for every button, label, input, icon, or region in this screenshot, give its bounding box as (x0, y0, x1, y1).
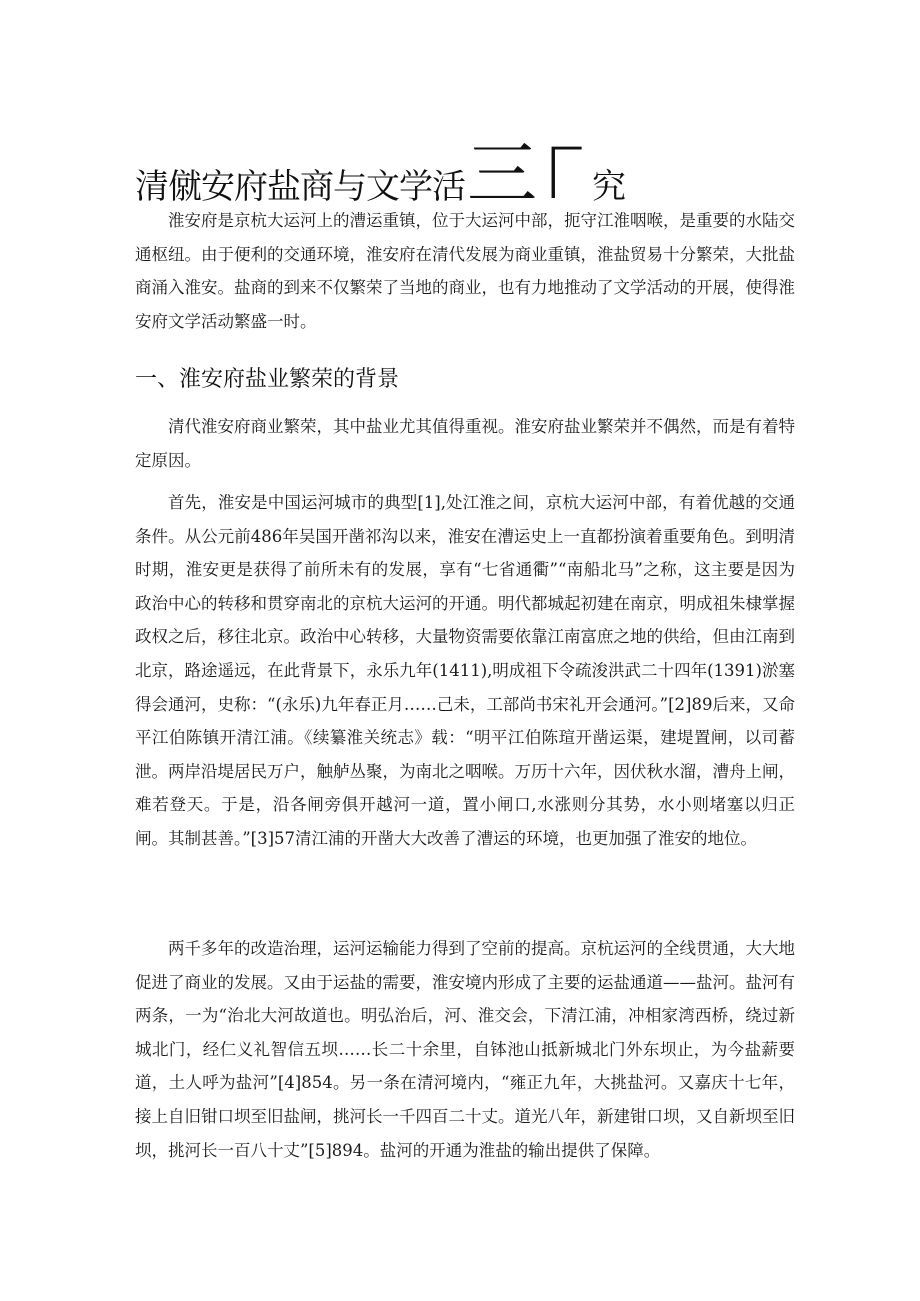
title-part-1: 清僦安府盐商与文学活 (135, 167, 465, 207)
body-paragraph-2: 首先，淮安是中国运河城市的典型[1],处江淮之间，京杭大运河中部，有着优越的交通条件。从公元前486年吴国开凿祁沟以来，淮安在漕运史上一直都扮演着重要角色。到明清时期，淮安更是获得了前所未有的发展，享有“七省通衢”“南船北马”之称，这主要是因为政治中心的转移和贯穿南北的京杭大运河的开通。明代都城起初建在南京，明成祖朱棣掌握政权之后，移往北京。政治中心转移，大量物资需要依靠江南富庶之地的供给，但由江南到北京，路途遥远，在此背景下，永乐九年(1411),明成祖下令疏浚洪武二十四年(1391)淤塞得会通河，史称：“(永乐)九年春正月……己未，工部尚书宋礼开会通河。”[2]89后来，又命平江伯陈镇开清江浦。《续纂淮关统志》载：“明平江伯陈瑄开凿运渠，建堤置闸，以司蓄泄。两岸沿堤居民万户，触舻丛聚，为南北之咽喉。万历十六年，因伏秋水溜，漕舟上闸，难若登天。于是，沿各闸旁俱开越河一道，置小闸口,水涨则分其势，水小则堵塞以归正闸。其制甚善。”[3]57清江浦的开凿大大改善了漕运的环境，也更加强了淮安的地位。 (135, 493, 795, 848)
document-title (135, 118, 815, 215)
intro-paragraph: 淮安府是京杭大运河上的漕运重镇，位于大运河中部，扼守江淮咽喉，是重要的水陆交通枢纽。由于便利的交通环境，淮安府在清代发展为商业重镇，淮盐贸易十分繁荣，大批盐商涌入淮安。盐商的到来不仅繁荣了当地的商业，也有力地推动了文学活动的开展，使得淮安府文学活动繁盛一时。 (135, 211, 795, 331)
body-paragraph-1: 清代淮安府商业繁荣，其中盐业尤其值得重视。淮安府盐业繁荣并不偶然，而是有着特定原因。 (135, 417, 795, 470)
section-heading: 一、淮安府盐业繁荣的背景 (135, 367, 400, 392)
title-part-3: 究 (592, 167, 626, 207)
body-paragraph-3: 两千多年的改造治理，运河运输能力得到了空前的提高。京杭运河的全线贯通，大大地促进了商业的发展。又由于运盐的需要，淮安境内形成了主要的运盐通道——盐河。盐河有两条，一为“治北大河故道也。明弘治后，河、淮交会，下清江浦，冲相家湾西桥，绕过新城北门，经仁义礼智信五坝……长二十余里，自钵池山抵新城北门外东坝止，为今盐薪要道，土人呼为盐河”[4]854。另一条在清河境内，“雍正九年，大挑盐河。又嘉庆十七年，接上自旧钳口坝至旧盐闸，挑河长一千四百二十丈。道光八年，新建钳口坝，又自新坝至旧坝，挑河长一百八十丈”[5]894。盐河的开通为淮盐的输出提供了保障。 (135, 939, 795, 1160)
title-part-2: 三Γ (467, 133, 588, 215)
